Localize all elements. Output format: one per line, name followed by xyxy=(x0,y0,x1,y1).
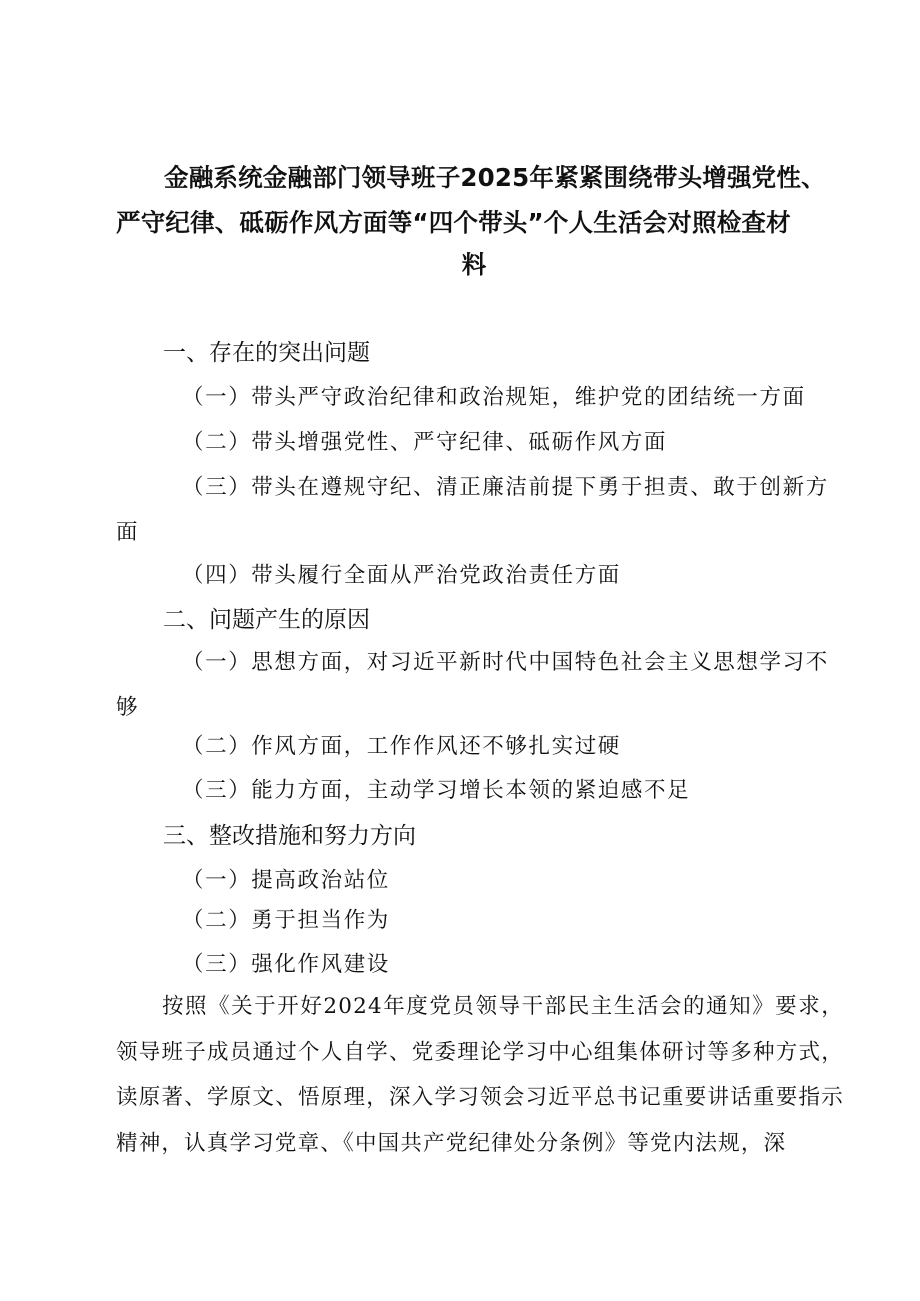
section-3-item-3: （三）强化作风建设 xyxy=(182,952,390,977)
section-heading-1: 一、存在的突出问题 xyxy=(163,340,370,366)
section-2-item-1: （一）思想方面，对习近平新时代中国特色社会主义思想学习不够 xyxy=(116,650,829,720)
section-heading-3: 三、整改措施和努力方向 xyxy=(163,823,416,849)
section-3-item-2: （二）勇于担当作为 xyxy=(182,908,390,933)
section-2-item-2: （二）作风方面，工作作风还不够扎实过硬 xyxy=(182,734,621,759)
body-paragraph: 按照《关于开好2024年度党员领导干部民主生活会的通知》要求，领导班子成员通过个人自学、党委理论学习中心组集体研讨等多种方式，读原著、学原文、悟原理，深入学习领会习近平总书记重要讲话重要指示精神，认真学习党章、《中国共产党纪律处分条例》等党内法规，深 xyxy=(116,994,844,1156)
section-1-item-4: （四）带头履行全面从严治党政治责任方面 xyxy=(182,563,621,588)
section-2-item-3: （三）能力方面，主动学习增长本领的紧迫感不足 xyxy=(182,778,691,803)
section-3-item-1: （一）提高政治站位 xyxy=(182,868,390,893)
section-heading-2: 二、问题产生的原因 xyxy=(163,607,370,633)
document-title-tail: 料 xyxy=(461,250,487,279)
document-title: 金融系统金融部门领导班子2025年紧紧围绕带头增强党性、严守纪律、砥砺作风方面等“四个带头”个人生活会对照检查材 xyxy=(116,163,826,237)
section-1-item-1: （一）带头严守政治纪律和政治规矩，维护党的团结统一方面 xyxy=(182,385,806,410)
section-1-item-2: （二）带头增强党性、严守纪律、砥砺作风方面 xyxy=(182,430,668,455)
section-1-item-3: （三）带头在遵规守纪、清正廉洁前提下勇于担责、敢于创新方面 xyxy=(116,475,829,545)
